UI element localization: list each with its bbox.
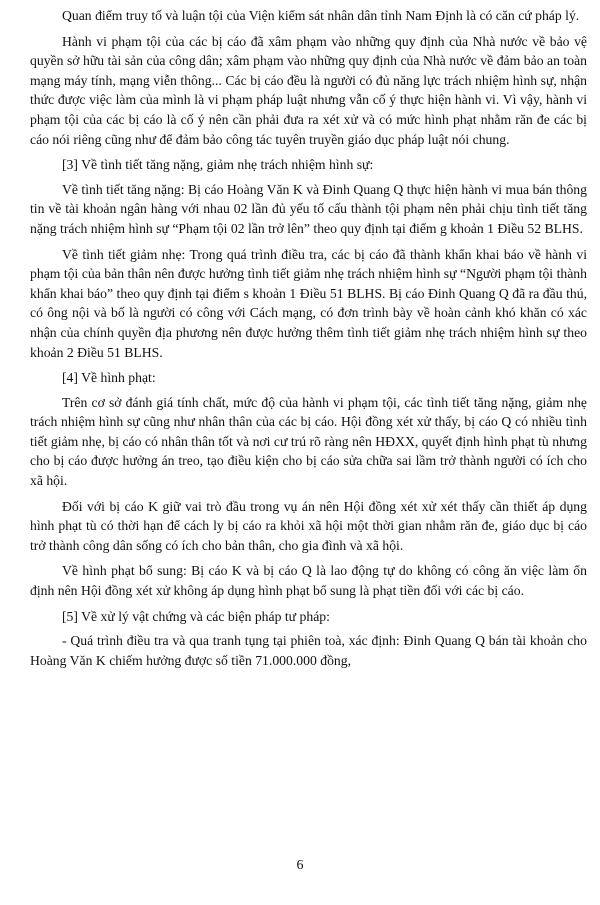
section-heading-3: [3] Về tình tiết tăng nặng, giảm nhẹ trách nhiệm hình sự: (62, 157, 374, 173)
paragraph-evidence: - Quá trình điều tra và qua tranh tụng tại phiên toà, xác định: Đinh Quang Q bán tài khoản cho Hoàng Văn K chiếm hưởng được số tiền 71.000.000 đồng, (30, 633, 587, 668)
paragraph-mitigating: Về tình tiết giảm nhẹ: Trong quá trình điều tra, các bị cáo đã thành khẩn khai báo về hành vi phạm tội của bản thân nên được hưởng tình tiết giảm nhẹ trách nhiệm hình sự “Người phạm tội thành khẩn khai báo” theo quy định tại điểm s khoản 1 Điều 51 BLHS. Bị cáo Đinh Quang Q đã ra đầu thú, có ông nội và bố là người có công với Cách mạng, có đơn trình bày về hoàn cảnh khó khăn có xác nhận của chính quyền địa phương nên được hưởng thêm tình tiết giảm nhẹ trách nhiệm hình sự theo khoản 2 Điều 51 BLHS. (30, 246, 587, 360)
document-body (30, 6, 587, 676)
page-number: 6 (296, 858, 304, 873)
paragraph-aggravating: Về tình tiết tăng nặng: Bị cáo Hoàng Văn K và Đinh Quang Q thực hiện hành vi mua bán thông tin về tài khoản ngân hàng với nhau 02 lần đủ yếu tố cấu thành tội phạm nên phải chịu tình tiết tăng nặng trách nhiệm hình sự “Phạm tội 02 lần trở lên” theo quy định tại điểm g khoản 1 Điều 52 BLHS. (30, 181, 587, 236)
section-heading-5: [5] Về xử lý vật chứng và các biện pháp tư pháp: (62, 608, 330, 624)
paragraph-conclusion: Quan điểm truy tố và luận tội của Viện kiểm sát nhân dân tỉnh Nam Định là có căn cứ pháp lý. (62, 8, 580, 23)
paragraph-additional-penalty: Về hình phạt bổ sung: Bị cáo K và bị cáo Q là lao động tự do không có công ăn việc làm ổn định nên Hội đồng xét xử không áp dụng hình phạt bổ sung là phạt tiền đối với các bị cáo. (30, 563, 587, 599)
paragraph-criminal-acts: Hành vi phạm tội của các bị cáo đã xâm phạm vào những quy định của Nhà nước về bảo vệ quyền sở hữu tài sản của công dân; xâm phạm vào những quy định của Nhà nước về đảm bảo an toàn mạng máy tính, mạng viễn thông... Các bị cáo đều là người có đủ năng lực trách nhiệm hình sự, nhận thức được việc làm của mình là vi phạm pháp luật nhưng vẫn cố ý thực hiện hành vi. Vì vậy, hành vi phạm tội của các bị cáo là cố ý nên cần phải đưa ra xét xử và có mức hình phạt nhằm răn đe các bị cáo nói riêng cũng như để đảm bảo công tác tuyên truyền giáo dục pháp luật nói chung. (30, 33, 587, 147)
paragraph-sentencing-q: Trên cơ sở đánh giá tính chất, mức độ của hành vi phạm tội, các tình tiết tăng nặng, giảm nhẹ trách nhiệm hình sự cũng như nhân thân của các bị cáo. Hội đồng xét xử thấy, bị cáo Q có nhiều tình tiết giảm nhẹ, bị cáo có nhân thân tốt và nơi cư trú rõ ràng nên HĐXX, quyết định hình phạt tù nhưng cho bị cáo được hưởng án treo, tạo điều kiện cho bị cáo sửa chữa sai lầm trở thành người có ích cho xã hội. (30, 394, 587, 489)
paragraph-sentencing-k: Đối với bị cáo K giữ vai trò đầu trong vụ án nên Hội đồng xét xử xét thấy cần thiết áp dụng hình phạt tù có thời hạn để cách ly bị cáo ra khỏi xã hội một thời gian nhằm răn đe, giáo dục bị cáo trở thành công dân sống có ích cho bản thân, cho gia đình và xã hội. (30, 498, 587, 553)
section-heading-4: [4] Về hình phạt: (62, 370, 156, 386)
